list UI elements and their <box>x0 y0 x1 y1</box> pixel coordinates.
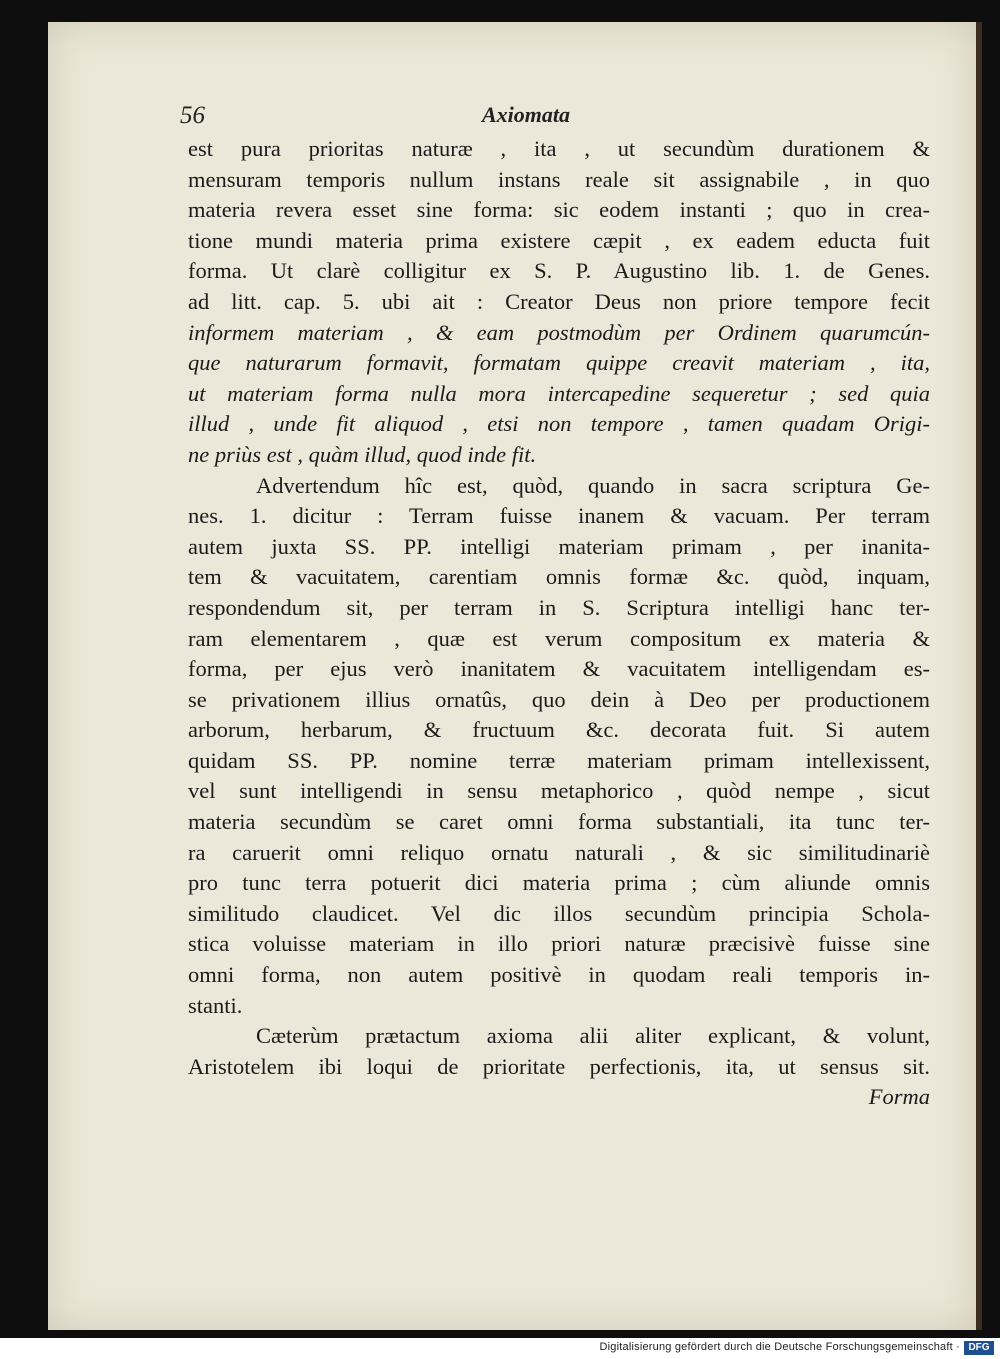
text-line: materia revera esset sine forma: sic eodem instanti ; quo in crea- <box>188 197 930 223</box>
text-line: nes. 1. dicitur : Terram fuisse inanem & vacuam. Per terram <box>188 503 930 529</box>
text-line: Cæterùm prætactum axioma alii aliter explicant, & volunt, <box>256 1023 930 1049</box>
text-line: ra caruerit omni reliquo ornatu naturali , & sic similitudinariè <box>188 839 930 865</box>
text-line: Aristotelem ibi loqui de prioritate perfectionis, ita, ut sensus sit. <box>188 1053 930 1079</box>
text-line: Advertendum hîc est, quòd, quando in sacra scriptura Ge- <box>256 472 930 498</box>
text-line: ne priùs est , quàm illud, quod inde fit. <box>188 441 537 467</box>
text-line: illud , unde fit aliquod , etsi non tempore , tamen quadam Origi- <box>188 411 930 437</box>
page-number: 56 <box>180 102 205 129</box>
text-line: forma. Ut clarè colligitur ex S. P. Augustino lib. 1. de Genes. <box>188 258 930 284</box>
page-header <box>180 102 920 136</box>
footer-credit: Digitalisierung gefördert durch die Deutsche Forschungsgemeinschaft · <box>599 1341 960 1353</box>
running-head: Axiomata <box>482 102 571 127</box>
body-text <box>188 134 930 1113</box>
text-line: tione mundi materia prima existere cæpit , ex eadem educta fuit <box>188 227 930 253</box>
text-line: que naturarum formavit, formatam quippe creavit materiam , ita, <box>188 350 930 376</box>
text-line: ad litt. cap. 5. ubi ait : Creator Deus non priore tempore fecit <box>188 288 930 314</box>
text-line: similitudo claudicet. Vel dic illos secundùm principia Schola- <box>188 900 930 926</box>
text-line: forma, per ejus verò inanitatem & vacuitatem intelligendam es- <box>188 656 930 682</box>
text-line: mensuram temporis nullum instans reale sit assignabile , in quo <box>188 166 930 192</box>
text-line: est pura prioritas naturæ , ita , ut secundùm durationem & <box>188 136 930 161</box>
text-line: arborum, herbarum, & fructuum &c. decorata fuit. Si autem <box>188 717 930 743</box>
text-line: respondendum sit, per terram in S. Scriptura intelligi hanc ter- <box>188 594 930 620</box>
text-line: tem & vacuitatem, carentiam omnis formæ &c. quòd, inquam, <box>188 564 930 590</box>
text-line: vel sunt intelligendi in sensu metaphorico , quòd nempe , sicut <box>188 778 930 804</box>
text-line: informem materiam , & eam postmodùm per Ordinem quarumcún- <box>188 319 930 345</box>
text-line: materia secundùm se caret omni forma substantiali, ita tunc ter- <box>188 809 930 835</box>
text-line: omni forma, non autem positivè in quodam reali temporis in- <box>188 962 930 988</box>
text-line: ut materiam forma nulla mora intercapedine sequeretur ; sed quia <box>188 380 930 406</box>
text-line: autem juxta SS. PP. intelligi materiam primam , per inanita- <box>188 533 930 559</box>
text-line: stica voluisse materiam in illo priori naturæ præcisivè fuisse sine <box>188 931 930 957</box>
text-line: quidam SS. PP. nomine terræ materiam primam intellexissent, <box>188 747 930 773</box>
catchword: Forma <box>868 1084 930 1110</box>
text-line: stanti. <box>188 992 243 1018</box>
text-line: ram elementarem , quæ est verum compositum ex materia & <box>188 625 930 651</box>
dfg-logo: DFG <box>964 1341 994 1355</box>
footer-bar <box>0 1338 1000 1359</box>
text-line: se privationem illius ornatûs, quo dein à Deo per productionem <box>188 686 930 712</box>
text-line: pro tunc terra potuerit dici materia prima ; cùm aliunde omnis <box>188 870 930 896</box>
